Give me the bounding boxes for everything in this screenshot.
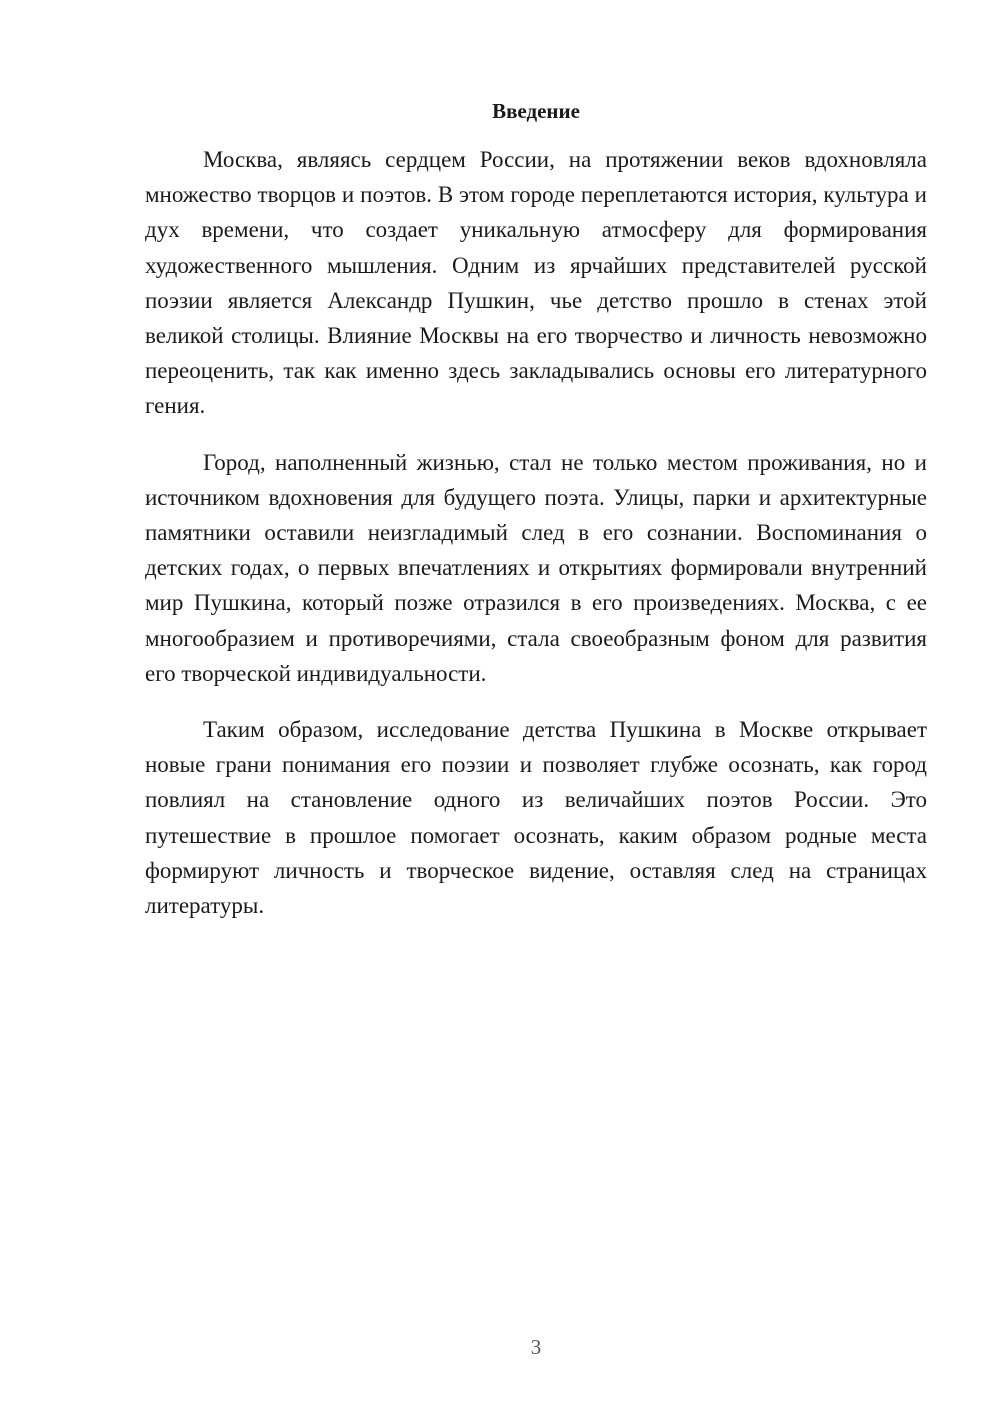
section-heading: Введение xyxy=(492,99,580,123)
paragraph-2: Город, наполненный жизнью, стал не только местом проживания, но и источником вдохновения для будущего поэта. Улицы, парки и архитектурные памятники оставили неизгладимый след в его сознании. Воспоминания о детских годах, о первых впечатлениях и открытиях формировали внутренний мир Пушкина, который позже отразился в его произведениях. Москва, с ее многообразием и противоречиями, стала своеобразным фоном для развития его творческой индивидуальности. xyxy=(145,449,927,686)
document-body xyxy=(145,142,927,944)
paragraph-1: Москва, являясь сердцем России, на протяжении веков вдохновляла множество творцов и поэтов. В этом городе переплетаются история, культура и дух времени, что создает уникальную атмосферу для формирования художественного мышления. Одним из ярчайших представителей русской поэзии является Александр Пушкин, чье детство прошло в стенах этой великой столицы. Влияние Москвы на его творчество и личность невозможно переоценить, так как именно здесь закладывались основы его литературного гения. xyxy=(145,147,927,419)
page-number: 3 xyxy=(530,1335,542,1359)
paragraph-3: Таким образом, исследование детства Пушкина в Москве открывает новые грани понимания его поэзии и позволяет глубже осознать, как город повлиял на становление одного из величайших поэтов России. Это путешествие в прошлое помогает осознать, каким образом родные места формируют личность и творческое видение, оставляя след на страницах литературы. xyxy=(145,717,927,919)
